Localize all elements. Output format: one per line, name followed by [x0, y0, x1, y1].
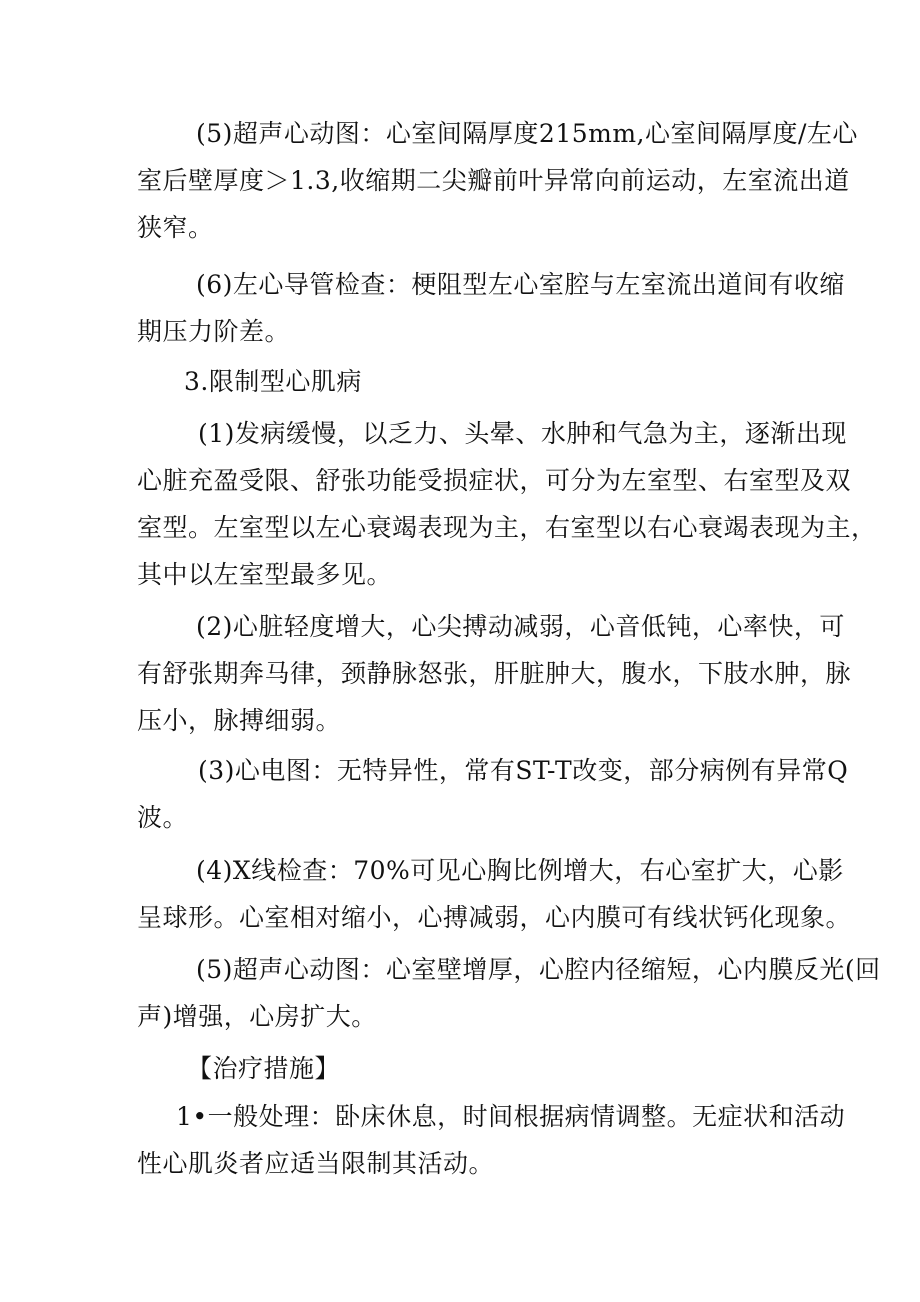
text-line: (5)超声心动图：心室间隔厚度215mm,心室间隔厚度/左心 [196, 119, 858, 148]
text-line: 室型。左室型以左心衰竭表现为主，右室型以右心衰竭表现为主， [137, 513, 877, 542]
text-line: (6)左心导管检查：梗阻型左心室腔与左室流出道间有收缩 [196, 270, 845, 299]
text-line: 期压力阶差。 [137, 317, 291, 346]
text-line: 其中以左室型最多见。 [137, 560, 393, 589]
text-line: (1)发病缓慢，以乏力、头晕、水肿和气急为主，逐渐出现 [198, 419, 847, 448]
section-heading-treatment: 【治疗措施】 [187, 1054, 341, 1083]
text-line: 室后壁厚度＞1.3,收缩期二尖瓣前叶异常向前运动，左室流出道 [137, 166, 850, 195]
text-line: 1•一般处理：卧床休息，时间根据病情调整。无症状和活动 [176, 1102, 846, 1131]
text-line: 压小，脉搏细弱。 [137, 706, 342, 735]
section-heading-restrictive-cardiomyopathy: 3.限制型心肌病 [184, 367, 362, 396]
text-line: 有舒张期奔马律，颈静脉怒张，肝脏肿大，腹水，下肢水肿，脉 [137, 659, 852, 688]
text-line: 心脏充盈受限、舒张功能受损症状，可分为左室型、右室型及双 [137, 466, 852, 495]
text-line: (5)超声心动图：心室壁增厚，心腔内径缩短，心内膜反光(回 [196, 955, 881, 984]
text-line: 性心肌炎者应适当限制其活动。 [137, 1149, 495, 1178]
text-line: 呈球形。心室相对缩小，心搏减弱，心内膜可有线状钙化现象。 [137, 903, 852, 932]
text-line: (4)X线检查：70%可见心胸比例增大，右心室扩大，心影 [196, 856, 844, 885]
text-line: 声)增强，心房扩大。 [137, 1002, 377, 1031]
text-line: (2)心脏轻度增大，心尖搏动减弱，心音低钝，心率快，可 [196, 612, 845, 641]
text-line: 狭窄。 [137, 213, 214, 242]
text-line: 波。 [137, 803, 189, 832]
text-line: (3)心电图：无特异性，常有ST-T改变，部分病例有异常Q [198, 756, 849, 785]
